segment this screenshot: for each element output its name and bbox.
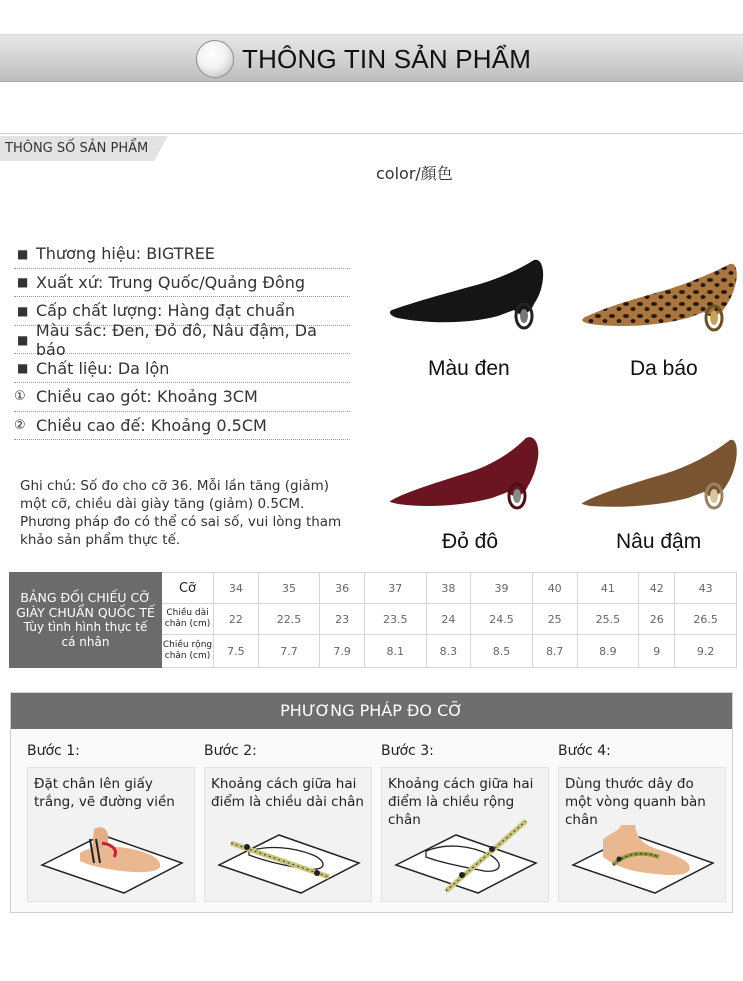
spec-text: Thương hiệu: BIGTREE	[36, 244, 215, 264]
shoe-burgundy-image	[386, 430, 546, 520]
color-label: color/顏色	[376, 164, 453, 183]
size-chart-table	[9, 572, 737, 668]
spec-text: Chiều cao gót: Khoảng 3CM	[36, 387, 258, 407]
color-name-leopard: Da báo	[630, 357, 698, 380]
width-cell: 8.1	[364, 635, 426, 668]
section-tab-notch	[154, 136, 168, 161]
foot-outline-illustration	[32, 815, 190, 895]
bullet-icon: ■	[17, 303, 29, 318]
size-cell: 35	[258, 573, 320, 604]
size-chart-title-line: GIÀY CHUẨN QUỐC TẾ	[16, 605, 155, 620]
length-cell: 26	[639, 604, 675, 635]
shoe-leopard-image	[580, 252, 740, 342]
width-cell: 7.9	[320, 635, 365, 668]
length-cell: 26.5	[675, 604, 737, 635]
bullet-icon: ■	[17, 361, 29, 376]
width-row-label: Chiều rộng chân (cm)	[162, 635, 214, 668]
tape-measure-illustration	[563, 815, 721, 895]
shoe-brown-image	[580, 430, 740, 520]
size-chart-title-line: BẢNG ĐỐI CHIẾU CỠ	[20, 590, 151, 605]
ruler-width-illustration	[386, 815, 544, 895]
size-note: Ghi chú: Số đo cho cỡ 36. Mỗi lần tăng (giảm) một cỡ, chiều dài giày tăng (giảm) 0.5CM. Phương pháp đo có thể có sai số, vui lòng tham khảo sản phẩm thực tế.	[20, 478, 342, 548]
bullet-icon: ■	[17, 246, 29, 261]
width-cell: 7.7	[258, 635, 320, 668]
step-text: Khoảng cách giữa hai điểm là chiều dài chân	[211, 776, 364, 810]
length-cell: 23	[320, 604, 365, 635]
width-cell: 7.5	[214, 635, 259, 668]
section-tab-label: THÔNG SỐ SẢN PHẨM	[0, 136, 154, 161]
size-chart-title	[10, 573, 162, 668]
measuring-method-title: PHƯƠNG PHÁP ĐO CỠ	[11, 693, 732, 729]
page-title: THÔNG TIN SẢN PHẨM	[242, 44, 532, 74]
spec-text: Chất liệu: Da lộn	[36, 358, 170, 378]
size-cell: 34	[214, 573, 259, 604]
size-chart-subtitle-line: Tùy tình hình thực tế	[23, 620, 148, 634]
step-4	[558, 743, 728, 902]
step-card	[204, 767, 372, 902]
size-cell: 39	[471, 573, 533, 604]
ruler-length-illustration	[209, 815, 367, 895]
size-cell: 38	[426, 573, 471, 604]
spec-text: Xuất xứ: Trung Quốc/Quảng Đông	[36, 272, 305, 292]
step-title: Bước 4:	[558, 743, 611, 759]
spec-row-sole-height	[14, 412, 350, 441]
color-name-brown: Nâu đậm	[616, 530, 702, 553]
width-cell: 9	[639, 635, 675, 668]
color-name-burgundy: Đỏ đô	[442, 530, 499, 553]
step-title: Bước 2:	[204, 743, 257, 759]
width-cell: 9.2	[675, 635, 737, 668]
header-banner	[0, 34, 743, 82]
spec-text: Màu sắc: Đen, Đỏ đô, Nâu đậm, Da báo	[35, 320, 317, 359]
measuring-method-panel	[10, 692, 733, 913]
color-name-black: Màu đen	[428, 357, 510, 380]
size-cell: 37	[364, 573, 426, 604]
size-row-label: Cỡ	[162, 573, 214, 604]
step-title: Bước 1:	[27, 743, 80, 759]
length-cell: 25.5	[577, 604, 639, 635]
step-2	[204, 743, 374, 902]
step-card	[381, 767, 549, 902]
length-row-label: Chiều dài chân (cm)	[162, 604, 214, 635]
spec-text: Cấp chất lượng: Hàng đạt chuẩn	[36, 301, 296, 321]
width-cell: 8.7	[532, 635, 577, 668]
section-divider	[0, 133, 743, 134]
length-cell: 24.5	[471, 604, 533, 635]
step-card	[27, 767, 195, 902]
length-cell: 22.5	[258, 604, 320, 635]
spec-list	[14, 240, 350, 440]
step-text: Khoảng cách giữa hai điểm là chiều rộng chân	[388, 776, 534, 828]
banner-circle-icon	[196, 40, 234, 78]
spec-row-colors	[14, 320, 350, 359]
section-tab	[0, 136, 154, 161]
step-3	[381, 743, 551, 902]
step-text: Đặt chân lên giấy trắng, vẽ đường viền	[34, 776, 175, 810]
step-1	[27, 743, 197, 902]
size-cell: 43	[675, 573, 737, 604]
length-cell: 24	[426, 604, 471, 635]
spec-row-origin	[14, 269, 350, 298]
length-cell: 23.5	[364, 604, 426, 635]
size-cell: 40	[532, 573, 577, 604]
bullet-icon: ■	[17, 275, 29, 290]
bullet-icon: ■	[17, 332, 29, 347]
spec-row-heel-height	[14, 383, 350, 412]
spec-row-brand	[14, 240, 350, 269]
number-two-icon: ②	[14, 417, 26, 433]
number-one-icon: ①	[14, 389, 26, 405]
size-cell: 42	[639, 573, 675, 604]
spec-text: Chiều cao đế: Khoảng 0.5CM	[36, 415, 267, 435]
width-cell: 8.9	[577, 635, 639, 668]
spec-row-material	[14, 354, 350, 383]
step-card	[558, 767, 726, 902]
width-cell: 8.3	[426, 635, 471, 668]
step-text: Dùng thước dây đo một vòng quanh bàn chân	[565, 776, 706, 828]
width-cell: 8.5	[471, 635, 533, 668]
length-cell: 25	[532, 604, 577, 635]
length-cell: 22	[214, 604, 259, 635]
size-cell: 41	[577, 573, 639, 604]
shoe-black-image	[388, 252, 548, 342]
step-title: Bước 3:	[381, 743, 434, 759]
size-chart-subtitle-line: cá nhân	[61, 635, 110, 649]
size-cell: 36	[320, 573, 365, 604]
